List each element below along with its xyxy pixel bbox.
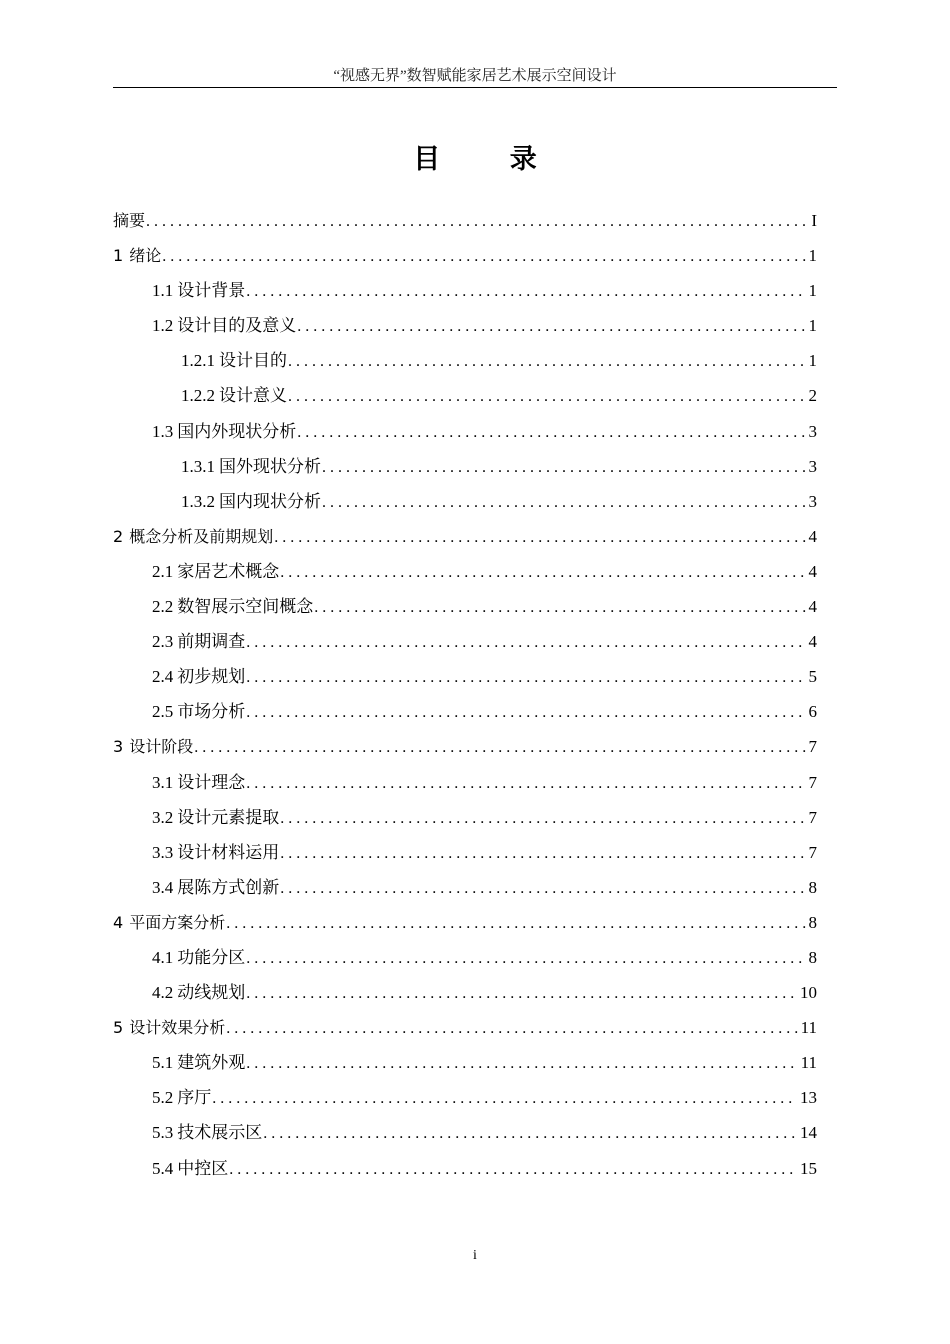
toc-entry-number: 1.2 bbox=[152, 316, 174, 336]
toc-entry-number: 1.3 bbox=[152, 421, 174, 441]
toc-entry-title: 平面方案分析 bbox=[129, 912, 226, 932]
toc-entry-number: 5.2 bbox=[152, 1088, 174, 1108]
toc-entry-title: 国内外现状分析 bbox=[177, 421, 297, 441]
dot-leader bbox=[288, 379, 806, 414]
dot-leader bbox=[229, 1152, 797, 1187]
dot-leader bbox=[314, 590, 805, 625]
toc-entry[interactable] bbox=[113, 729, 817, 764]
toc-entry[interactable] bbox=[113, 1080, 817, 1115]
toc-entry-number: 1 bbox=[113, 246, 124, 266]
toc-entry[interactable] bbox=[113, 940, 817, 975]
dot-leader bbox=[246, 1046, 797, 1081]
dot-leader bbox=[297, 309, 805, 344]
toc-entry-number: 5.1 bbox=[152, 1053, 174, 1073]
toc-entry-page: 1 bbox=[808, 316, 817, 336]
dot-leader bbox=[246, 976, 797, 1011]
toc-entry-title: 设计背景 bbox=[177, 281, 246, 301]
dot-leader bbox=[246, 625, 805, 660]
running-header bbox=[113, 66, 837, 88]
toc-entry-number: 3.4 bbox=[152, 877, 174, 897]
toc-entry[interactable] bbox=[113, 238, 817, 273]
toc-entry-title: 动线规划 bbox=[177, 983, 246, 1003]
toc-entry-page: 4 bbox=[808, 561, 817, 581]
dot-leader bbox=[246, 274, 805, 309]
toc-entry-title: 建筑外观 bbox=[177, 1053, 246, 1073]
toc-entry-page: 10 bbox=[800, 983, 817, 1003]
dot-leader bbox=[322, 450, 806, 485]
toc-entry-page: 6 bbox=[808, 702, 817, 722]
dot-leader bbox=[246, 695, 805, 730]
toc-entry-title: 设计材料运用 bbox=[177, 842, 280, 862]
toc-entry-number: 1.2.1 bbox=[181, 351, 215, 371]
dot-leader bbox=[263, 1116, 797, 1151]
toc-entry-title: 绪论 bbox=[129, 246, 162, 266]
toc-entry[interactable] bbox=[113, 1010, 817, 1045]
toc-entry[interactable] bbox=[113, 554, 817, 589]
toc-entry[interactable] bbox=[113, 694, 817, 729]
toc-entry-number: 2.5 bbox=[152, 702, 174, 722]
page-number: i bbox=[473, 1248, 477, 1263]
toc-entry-page: 1 bbox=[808, 246, 817, 266]
toc-entry[interactable] bbox=[113, 659, 817, 694]
toc-entry[interactable] bbox=[113, 273, 817, 308]
toc-entry-page: 3 bbox=[808, 456, 817, 476]
toc-entry-title: 前期调查 bbox=[177, 632, 246, 652]
dot-leader bbox=[280, 801, 805, 836]
dot-leader bbox=[297, 415, 805, 450]
toc-entry-page: 5 bbox=[808, 667, 817, 687]
toc-entry-title: 设计阶段 bbox=[129, 737, 194, 757]
toc-entry-page: 7 bbox=[808, 737, 817, 757]
toc-entry-number: 2.1 bbox=[152, 561, 174, 581]
toc-entry-title: 中控区 bbox=[177, 1158, 229, 1178]
dot-leader bbox=[280, 555, 805, 590]
toc-entry[interactable] bbox=[113, 484, 817, 519]
toc-entry[interactable] bbox=[113, 975, 817, 1010]
toc-entry[interactable] bbox=[113, 589, 817, 624]
toc-entry[interactable] bbox=[113, 765, 817, 800]
toc-entry-page: 3 bbox=[808, 421, 817, 441]
page-title: 目 录 bbox=[413, 144, 567, 175]
toc-entry-page: 8 bbox=[808, 912, 817, 932]
toc-entry-page: 14 bbox=[800, 1123, 817, 1143]
toc-entry[interactable] bbox=[113, 308, 817, 343]
toc-entry-title: 设计目的 bbox=[219, 351, 287, 371]
toc-entry-number: 1.3.2 bbox=[181, 491, 215, 511]
toc-entry-page: 8 bbox=[808, 947, 817, 967]
toc-entry-title: 设计意义 bbox=[219, 386, 287, 406]
dot-leader bbox=[226, 906, 805, 941]
toc-entry-page: 11 bbox=[800, 1053, 817, 1073]
toc-entry[interactable] bbox=[113, 1115, 817, 1150]
toc-entry-page: 13 bbox=[800, 1088, 817, 1108]
dot-leader bbox=[194, 730, 805, 765]
toc-entry[interactable] bbox=[113, 800, 817, 835]
toc-entry-number: 2.3 bbox=[152, 632, 174, 652]
dot-leader bbox=[288, 344, 806, 379]
toc-entry-number: 3.1 bbox=[152, 772, 174, 792]
running-header-title: “视感无界”数智赋能家居艺术展示空间设计 bbox=[333, 68, 617, 84]
toc-entry-number: 5.3 bbox=[152, 1123, 174, 1143]
toc-entry-page: 8 bbox=[808, 877, 817, 897]
toc-entry-title: 技术展示区 bbox=[177, 1123, 263, 1143]
toc-entry-number: 5 bbox=[113, 1018, 124, 1038]
toc-entry-number: 3.3 bbox=[152, 842, 174, 862]
toc-entry[interactable] bbox=[113, 449, 817, 484]
toc-entry-title: 功能分区 bbox=[177, 947, 246, 967]
toc-entry-number: 3.2 bbox=[152, 807, 174, 827]
toc-entry[interactable] bbox=[113, 343, 817, 378]
toc-entry-title: 初步规划 bbox=[177, 667, 246, 687]
toc-entry-number: 1.3.1 bbox=[181, 456, 215, 476]
dot-leader bbox=[246, 660, 805, 695]
dot-leader bbox=[146, 204, 808, 239]
toc-entry-number: 5.4 bbox=[152, 1158, 174, 1178]
toc-entry-title: 数智展示空间概念 bbox=[177, 597, 314, 617]
toc-entry-number: 2.2 bbox=[152, 597, 174, 617]
toc-entry-title: 国内现状分析 bbox=[219, 491, 321, 511]
toc-entry[interactable] bbox=[113, 905, 817, 940]
page-footer bbox=[0, 1246, 950, 1266]
toc-entry-page: I bbox=[811, 211, 817, 230]
toc-entry[interactable] bbox=[113, 624, 817, 659]
toc-entry-title: 序厅 bbox=[177, 1088, 212, 1108]
toc-entry-title: 摘要 bbox=[113, 211, 146, 230]
dot-leader bbox=[274, 520, 805, 555]
toc-entry-title: 概念分析及前期规划 bbox=[129, 526, 274, 546]
toc-entry[interactable] bbox=[113, 519, 817, 554]
toc-entry-number: 3 bbox=[113, 737, 124, 757]
toc-entry-title: 市场分析 bbox=[177, 702, 246, 722]
dot-leader bbox=[162, 239, 805, 274]
toc-entry-page: 4 bbox=[808, 526, 817, 546]
dot-leader bbox=[246, 766, 805, 801]
toc-entry-page: 7 bbox=[808, 772, 817, 792]
toc-entry-title: 国外现状分析 bbox=[219, 456, 321, 476]
toc-entry-number: 4 bbox=[113, 912, 124, 932]
toc-entry-page: 1 bbox=[808, 351, 817, 371]
dot-leader bbox=[322, 485, 806, 520]
toc-entry-title: 设计元素提取 bbox=[177, 807, 280, 827]
toc-entry[interactable] bbox=[113, 414, 817, 449]
toc-entry-page: 7 bbox=[808, 807, 817, 827]
toc-entry-number: 4.1 bbox=[152, 947, 174, 967]
dot-leader bbox=[246, 941, 805, 976]
toc-entry-page: 1 bbox=[808, 281, 817, 301]
toc-entry[interactable] bbox=[113, 1045, 817, 1080]
table-of-contents bbox=[113, 203, 817, 1186]
toc-entry-number: 1.1 bbox=[152, 281, 174, 301]
dot-leader bbox=[212, 1081, 797, 1116]
toc-entry-page: 3 bbox=[808, 491, 817, 511]
toc-entry-page: 4 bbox=[808, 632, 817, 652]
toc-entry-title: 家居艺术概念 bbox=[177, 561, 280, 581]
toc-entry-page: 15 bbox=[800, 1158, 817, 1178]
dot-leader bbox=[280, 871, 805, 906]
toc-entry-title: 设计目的及意义 bbox=[177, 316, 297, 336]
toc-entry[interactable] bbox=[113, 1151, 817, 1186]
toc-entry-number: 4.2 bbox=[152, 983, 174, 1003]
toc-entry-number: 2 bbox=[113, 526, 124, 546]
dot-leader bbox=[280, 836, 805, 871]
toc-entry-title: 展陈方式创新 bbox=[177, 877, 280, 897]
toc-entry-page: 4 bbox=[808, 597, 817, 617]
toc-entry[interactable] bbox=[113, 378, 817, 413]
toc-entry-number: 1.2.2 bbox=[181, 386, 215, 406]
toc-entry[interactable] bbox=[113, 835, 817, 870]
toc-entry-page: 11 bbox=[800, 1018, 817, 1038]
toc-entry[interactable] bbox=[113, 203, 817, 238]
toc-entry-page: 7 bbox=[808, 842, 817, 862]
toc-entry-page: 2 bbox=[808, 386, 817, 406]
toc-entry-title: 设计理念 bbox=[177, 772, 246, 792]
toc-entry[interactable] bbox=[113, 870, 817, 905]
toc-entry-number: 2.4 bbox=[152, 667, 174, 687]
dot-leader bbox=[226, 1011, 797, 1046]
toc-entry-title: 设计效果分析 bbox=[129, 1018, 226, 1038]
